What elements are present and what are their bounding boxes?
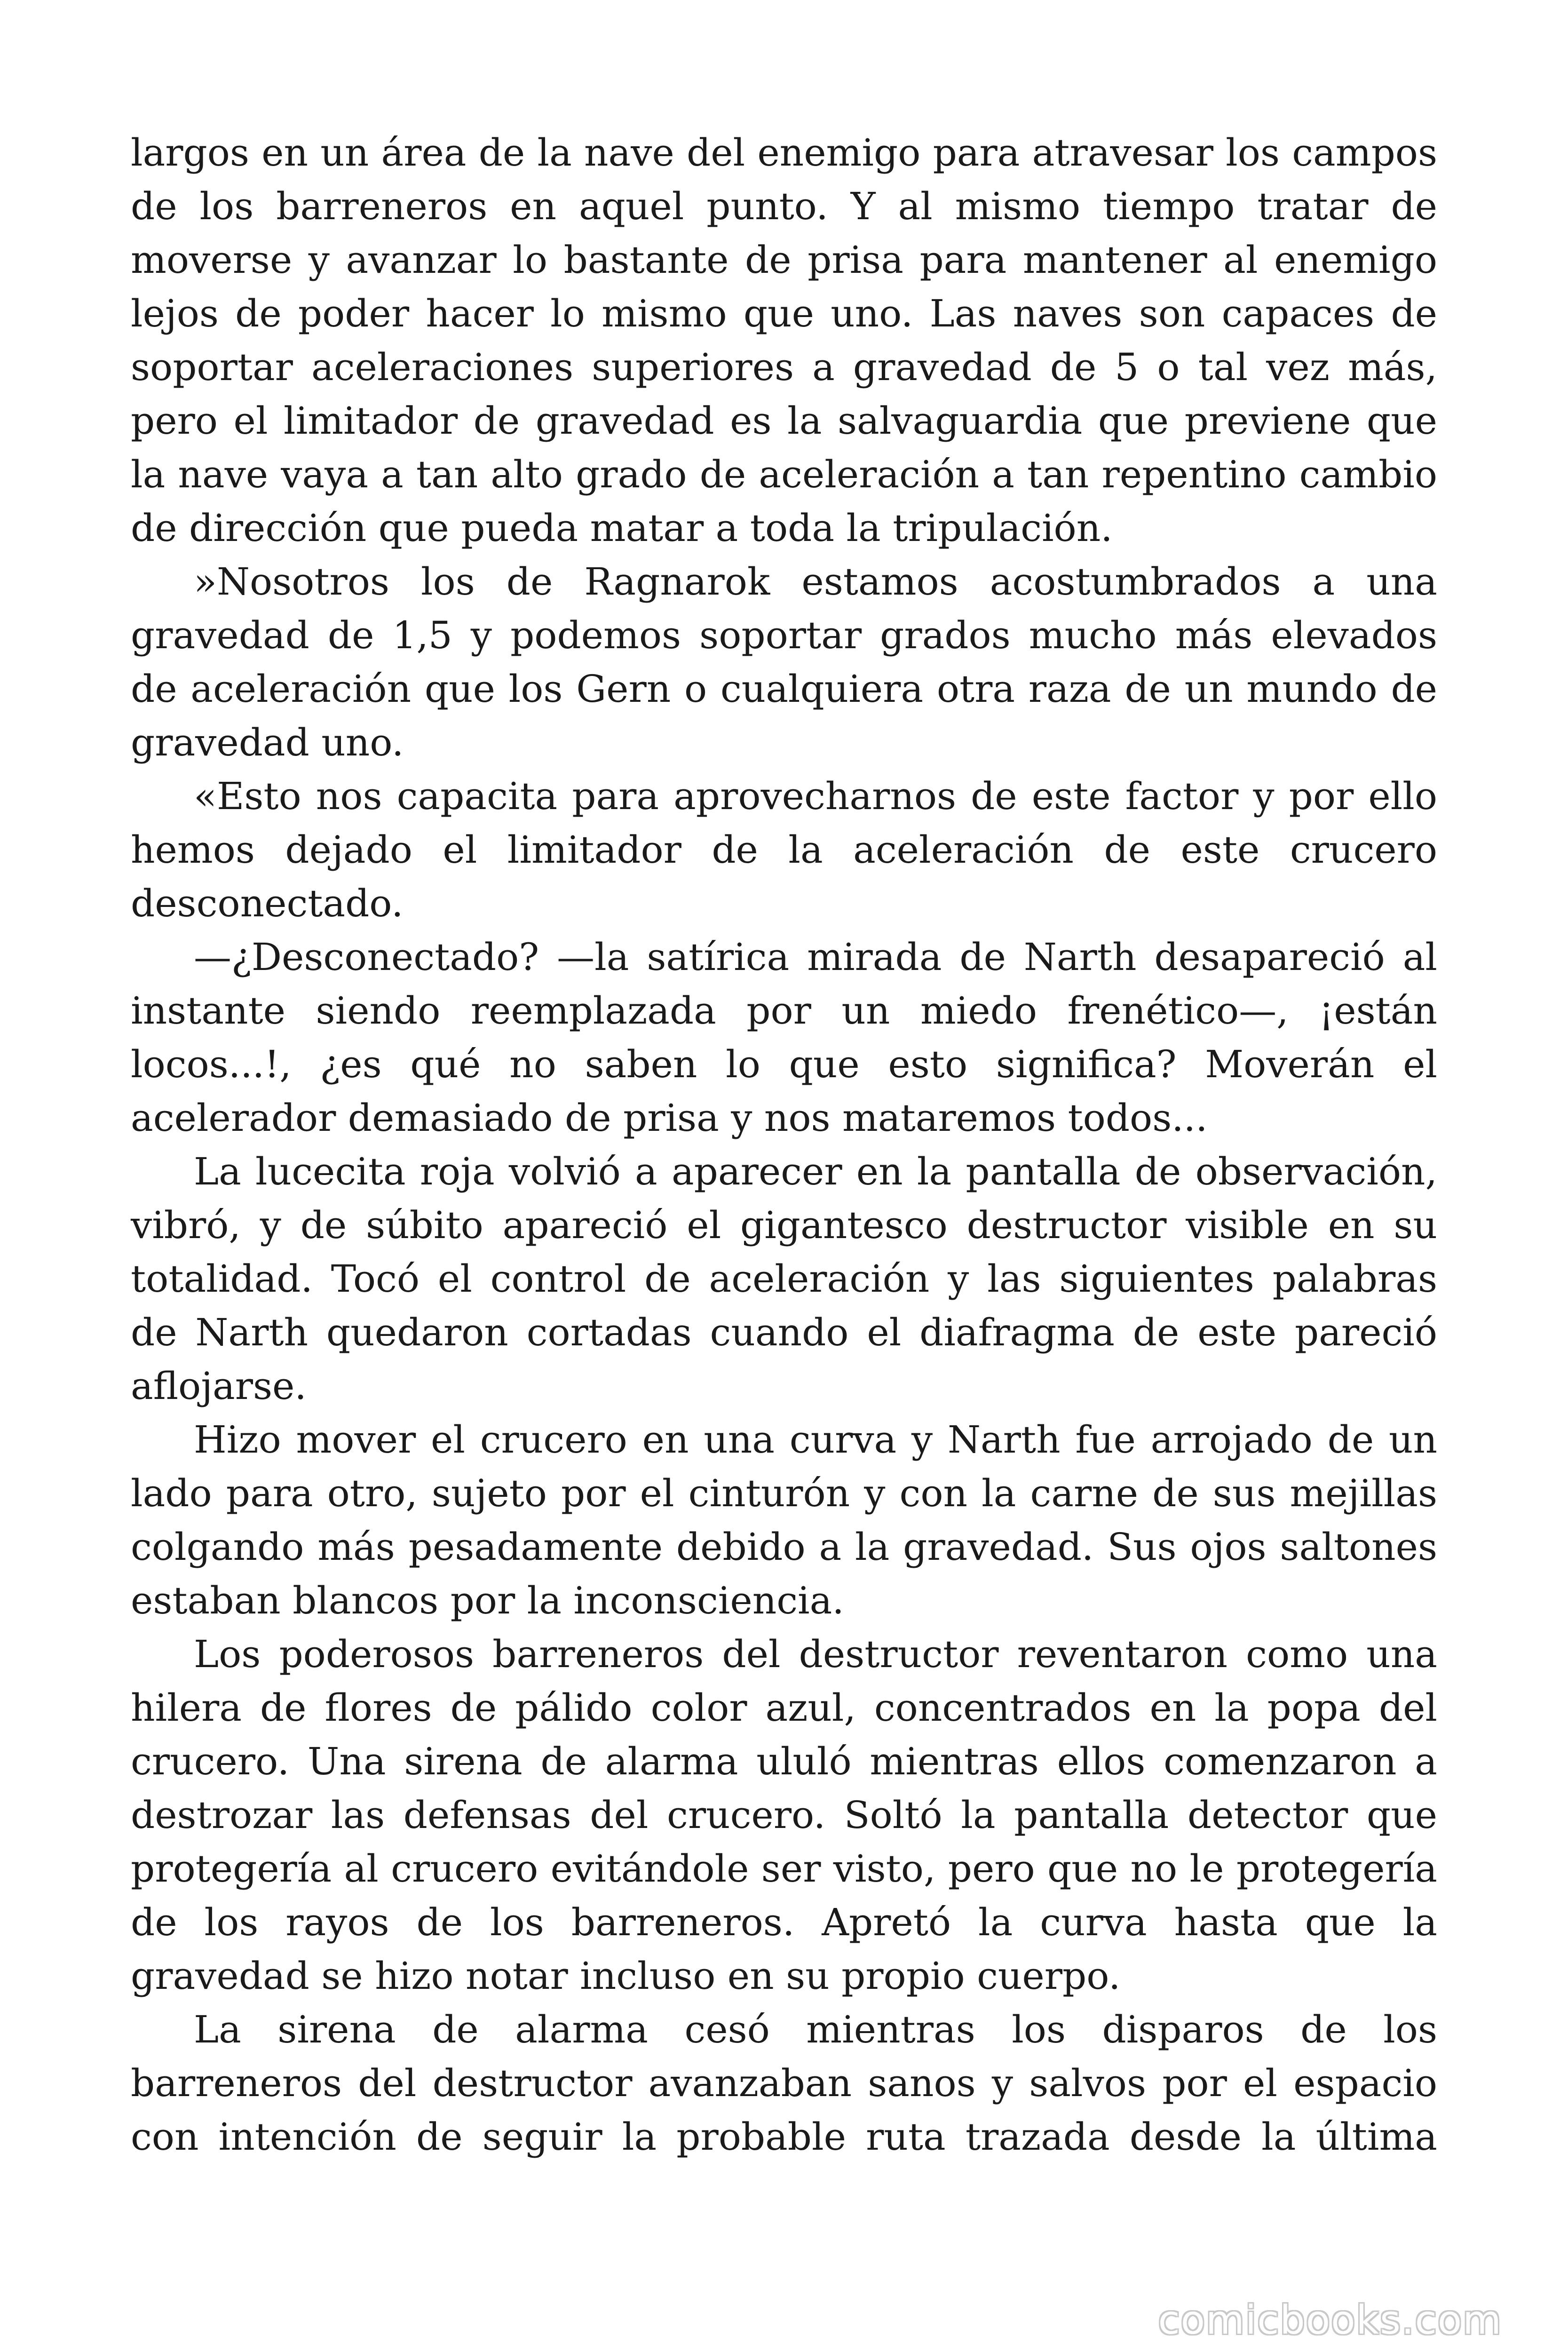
paragraph-2: »Nosotros los de Ragnarok estamos acostumbrados a una gravedad de 1,5 y podemos soportar grados mucho más elevados de aceleración que los Gern o cualquiera otra raza de un mundo de gravedad uno. [131, 560, 1437, 764]
paragraph-3: «Esto nos capacita para aprovecharnos de este factor y por ello hemos dejado el limitador de la aceleración de este crucero desconectado. [131, 774, 1437, 925]
paragraph-1: largos en un área de la nave del enemigo para atravesar los campos de los barreneros en aquel punto. Y al mismo tiempo tratar de moverse y avanzar lo bastante de prisa para mantener al enemigo lejos de poder hacer lo mismo que uno. Las naves son capaces de soportar aceleraciones superiores a gravedad de 5 o tal vez más, pero el limitador de gravedad es la salvaguardia que previene que la nave vaya a tan alto grado de aceleración a tan repentino cambio de dirección que pueda matar a toda la tripulación. [131, 131, 1437, 550]
paragraph-6: Hizo mover el crucero en una curva y Narth fue arrojado de un lado para otro, sujeto por el cinturón y con la carne de sus mejillas colgando más pesadamente debido a la gravedad. Sus ojos saltones estaban blancos por la inconsciencia. [131, 1418, 1437, 1622]
book-page-text [131, 126, 1437, 2164]
paragraph-4: —¿Desconectado? —la satírica mirada de Narth desapareció al instante siendo reemplazada por un miedo frenético—, ¡están locos...!, ¿es qué no saben lo que esto significa? Moverán el acelerador demasiado de prisa y nos mataremos todos... [131, 935, 1437, 1140]
paragraph-7: Los poderosos barreneros del destructor reventaron como una hilera de flores de pálido color azul, concentrados en la popa del crucero. Una sirena de alarma ululó mientras ellos comenzaron a destrozar las defensas del crucero. Soltó la pantalla detector que protegería al crucero evitándole ser visto, pero que no le protegería de los rayos de los barreneros. Apretó la curva hasta que la gravedad se hizo notar incluso en su propio cuerpo. [131, 1632, 1437, 1998]
paragraph-5: La lucecita roja volvió a aparecer en la pantalla de observación, vibró, y de súbito apareció el gigantesco destructor visible en su totalidad. Tocó el control de aceleración y las siguientes palabras de Narth quedaron cortadas cuando el diafragma de este pareció aflojarse. [131, 1150, 1437, 1408]
paragraph-8: La sirena de alarma cesó mientras los disparos de los barreneros del destructor avanzaban sanos y salvos por el espacio con intención de seguir la probable ruta trazada desde la última [131, 2008, 1437, 2159]
watermark: comicbooks.com [1158, 2297, 1502, 2343]
